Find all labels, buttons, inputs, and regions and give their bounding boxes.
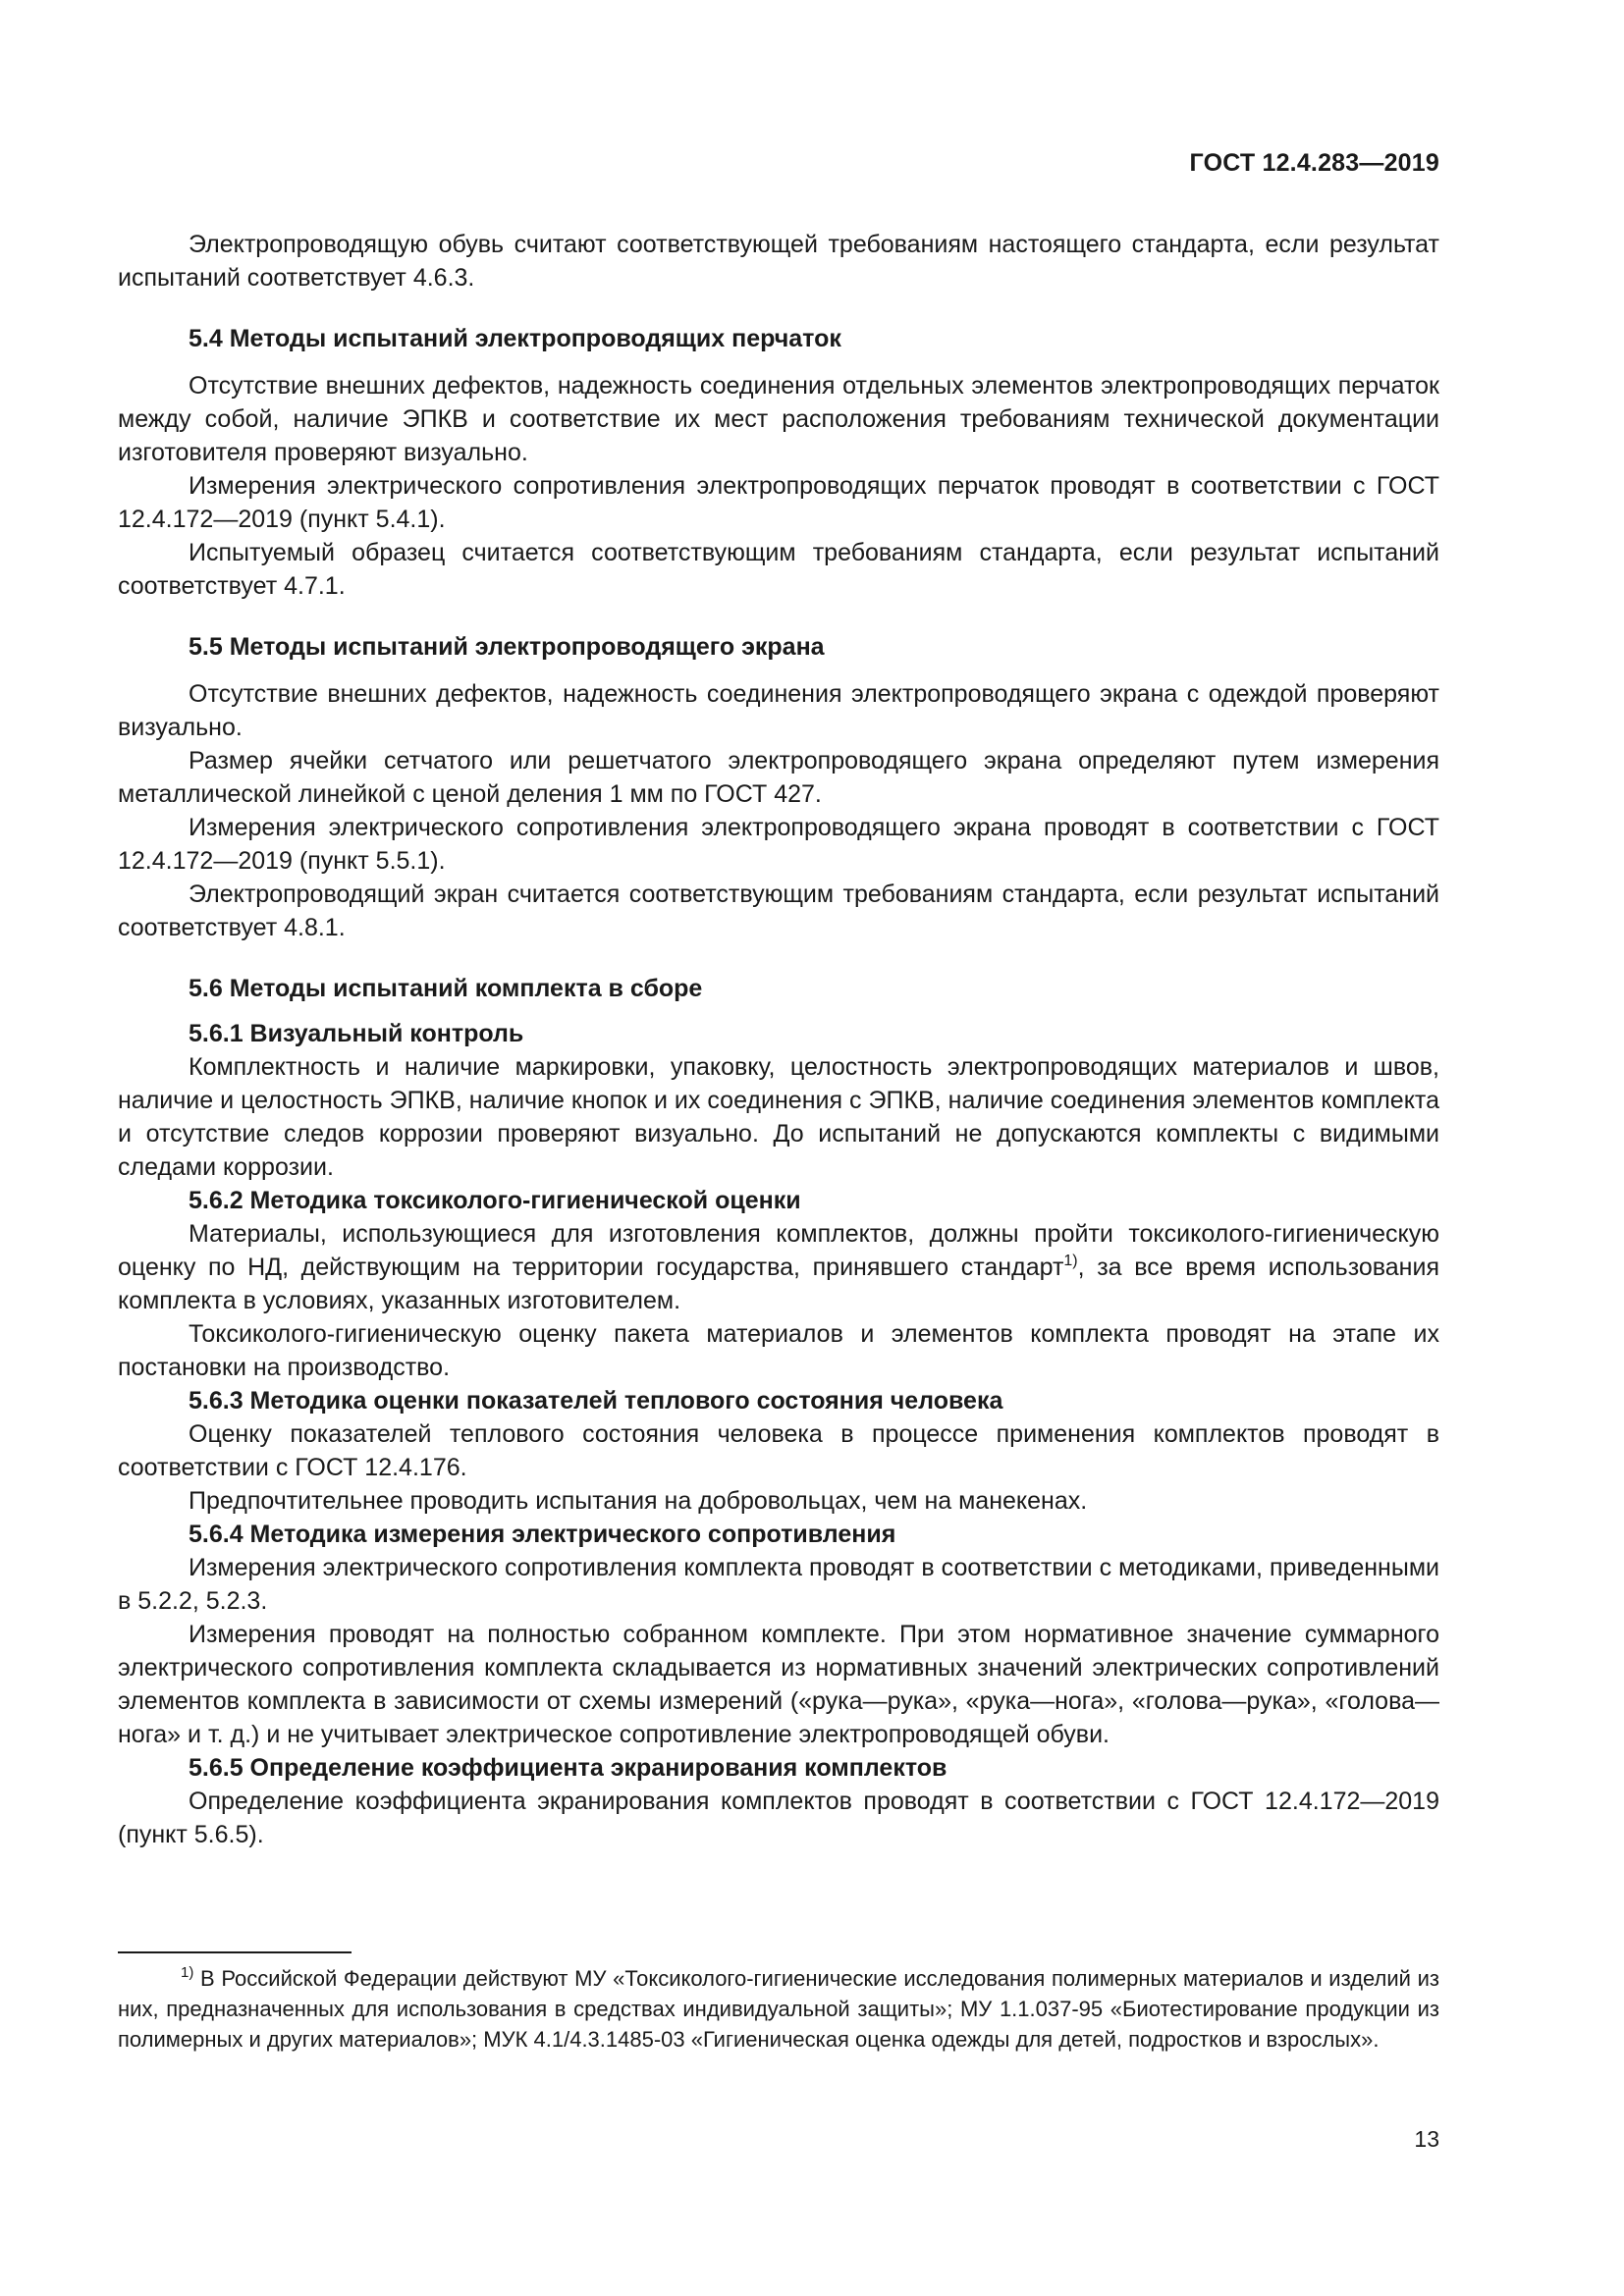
document-body [118,228,1439,1851]
section-5-6-2-paragraph-1-text: Материалы, использующиеся для изготовления комплектов, должны пройти токсиколого-гигиеническую оценку по НД, действующим на территории государства, принявшего стандарт [118,1220,1439,1281]
section-5-5-paragraph-2: Размер ячейки сетчатого или решетчатого электропроводящего экрана определяют путем измерения металлической линейкой с ценой деления 1 мм по ГОСТ 427. [118,747,1439,808]
section-5-6-5-heading: 5.6.5 Определение коэффициента экранирования комплектов [189,1754,947,1782]
section-5-4-paragraph-1: Отсутствие внешних дефектов, надежность соединения отдельных элементов электропроводящих перчаток между собой, наличие ЭПКВ и соответствие их мест расположения требованиям технической документации изготовителя проверяют визуально. [118,372,1439,466]
section-5-6-5-paragraph-1: Определение коэффициента экранирования комплектов проводят в соответствии с ГОСТ 12.4.172—2019 (пункт 5.6.5). [118,1788,1439,1848]
footnote [118,1963,1439,2055]
section-5-5-paragraph-1: Отсутствие внешних дефектов, надежность соединения электропроводящего экрана с одеждой проверяют визуально. [118,680,1439,741]
section-5-6-2-paragraph-1-tail: , за все время использования комплекта в условиях, указанных изготовителем. [118,1254,1439,1314]
section-5-6-1-heading: 5.6.1 Визуальный контроль [189,1020,524,1047]
section-5-6-2-paragraph-1 [118,1217,1439,1317]
section-5-5-paragraph-4: Электропроводящий экран считается соответствующим требованиям стандарта, если результат испытаний соответствует 4.8.1. [118,881,1439,941]
section-5-4-paragraph-3: Испытуемый образец считается соответствующим требованиям стандарта, если результат испытаний соответствует 4.7.1. [118,539,1439,600]
section-5-6-3-heading: 5.6.3 Методика оценки показателей теплового состояния человека [189,1387,1003,1415]
footnote-text: В Российской Федерации действуют МУ «Токсиколого-гигиенические исследования полимерных материалов и изделий из них, предназначенных для использования в средствах индивидуальной защиты»; МУ 1.1.037-95 «Биотестирование продукции из полимерных и других материалов»; МУК 4.1/4.3.1485-03 «Гигиеническая оценка одежды для детей, подростков и взрослых». [118,1966,1439,2052]
footnote-marker: 1) [181,1964,194,1981]
section-5-6-3-paragraph-2: Предпочтительнее проводить испытания на добровольцах, чем на манекенах. [189,1487,1088,1515]
section-5-4-heading: 5.4 Методы испытаний электропроводящих перчаток [189,325,841,352]
footnote-reference-marker: 1) [1063,1253,1078,1269]
section-5-4-paragraph-2: Измерения электрического сопротивления электропроводящих перчаток проводят в соответствии с ГОСТ 12.4.172—2019 (пункт 5.4.1). [118,472,1439,533]
section-5-6-2-heading: 5.6.2 Методика токсиколого-гигиенической оценки [189,1187,801,1214]
footnote-separator [118,1951,352,1953]
section-5-6-heading: 5.6 Методы испытаний комплекта в сборе [189,975,703,1002]
section-5-6-3-paragraph-1: Оценку показателей теплового состояния человека в процессе применения комплектов проводят в соответствии с ГОСТ 12.4.176. [118,1420,1439,1481]
section-5-5-paragraph-3: Измерения электрического сопротивления электропроводящего экрана проводят в соответствии с ГОСТ 12.4.172—2019 (пункт 5.5.1). [118,814,1439,875]
section-5-6-2-paragraph-2: Токсиколого-гигиеническую оценку пакета материалов и элементов комплекта проводят на этапе их постановки на производство. [118,1320,1439,1381]
section-5-6-4-paragraph-1: Измерения электрического сопротивления комплекта проводят в соответствии с методиками, приведенными в 5.2.2, 5.2.3. [118,1554,1439,1615]
section-5-6-4-heading: 5.6.4 Методика измерения электрического сопротивления [189,1521,896,1548]
section-5-5-heading: 5.5 Методы испытаний электропроводящего экрана [189,633,825,661]
document-header-code: ГОСТ 12.4.283—2019 [1189,149,1439,177]
intro-paragraph: Электропроводящую обувь считают соответствующей требованиям настоящего стандарта, если результат испытаний соответствует 4.6.3. [118,231,1439,292]
section-5-6-4-paragraph-2: Измерения проводят на полностью собранном комплекте. При этом нормативное значение суммарного электрического сопротивления комплекта складывается из нормативных значений электрических сопротивлений элементов комплекта в зависимости от схемы измерений («рука—рука», «рука—нога», «голова—рука», «голова—нога» и т. д.) и не учитывает электрическое сопротивление электропроводящей обуви. [118,1621,1439,1748]
section-5-6-1-paragraph-1: Комплектность и наличие маркировки, упаковку, целостность электропроводящих материалов и швов, наличие и целостность ЭПКВ, наличие кнопок и их соединения с ЭПКВ, наличие соединения элементов комплекта и отсутствие следов коррозии проверяют визуально. До испытаний не допускаются комплекты с видимыми следами коррозии. [118,1053,1439,1181]
page-number: 13 [1414,2126,1439,2152]
